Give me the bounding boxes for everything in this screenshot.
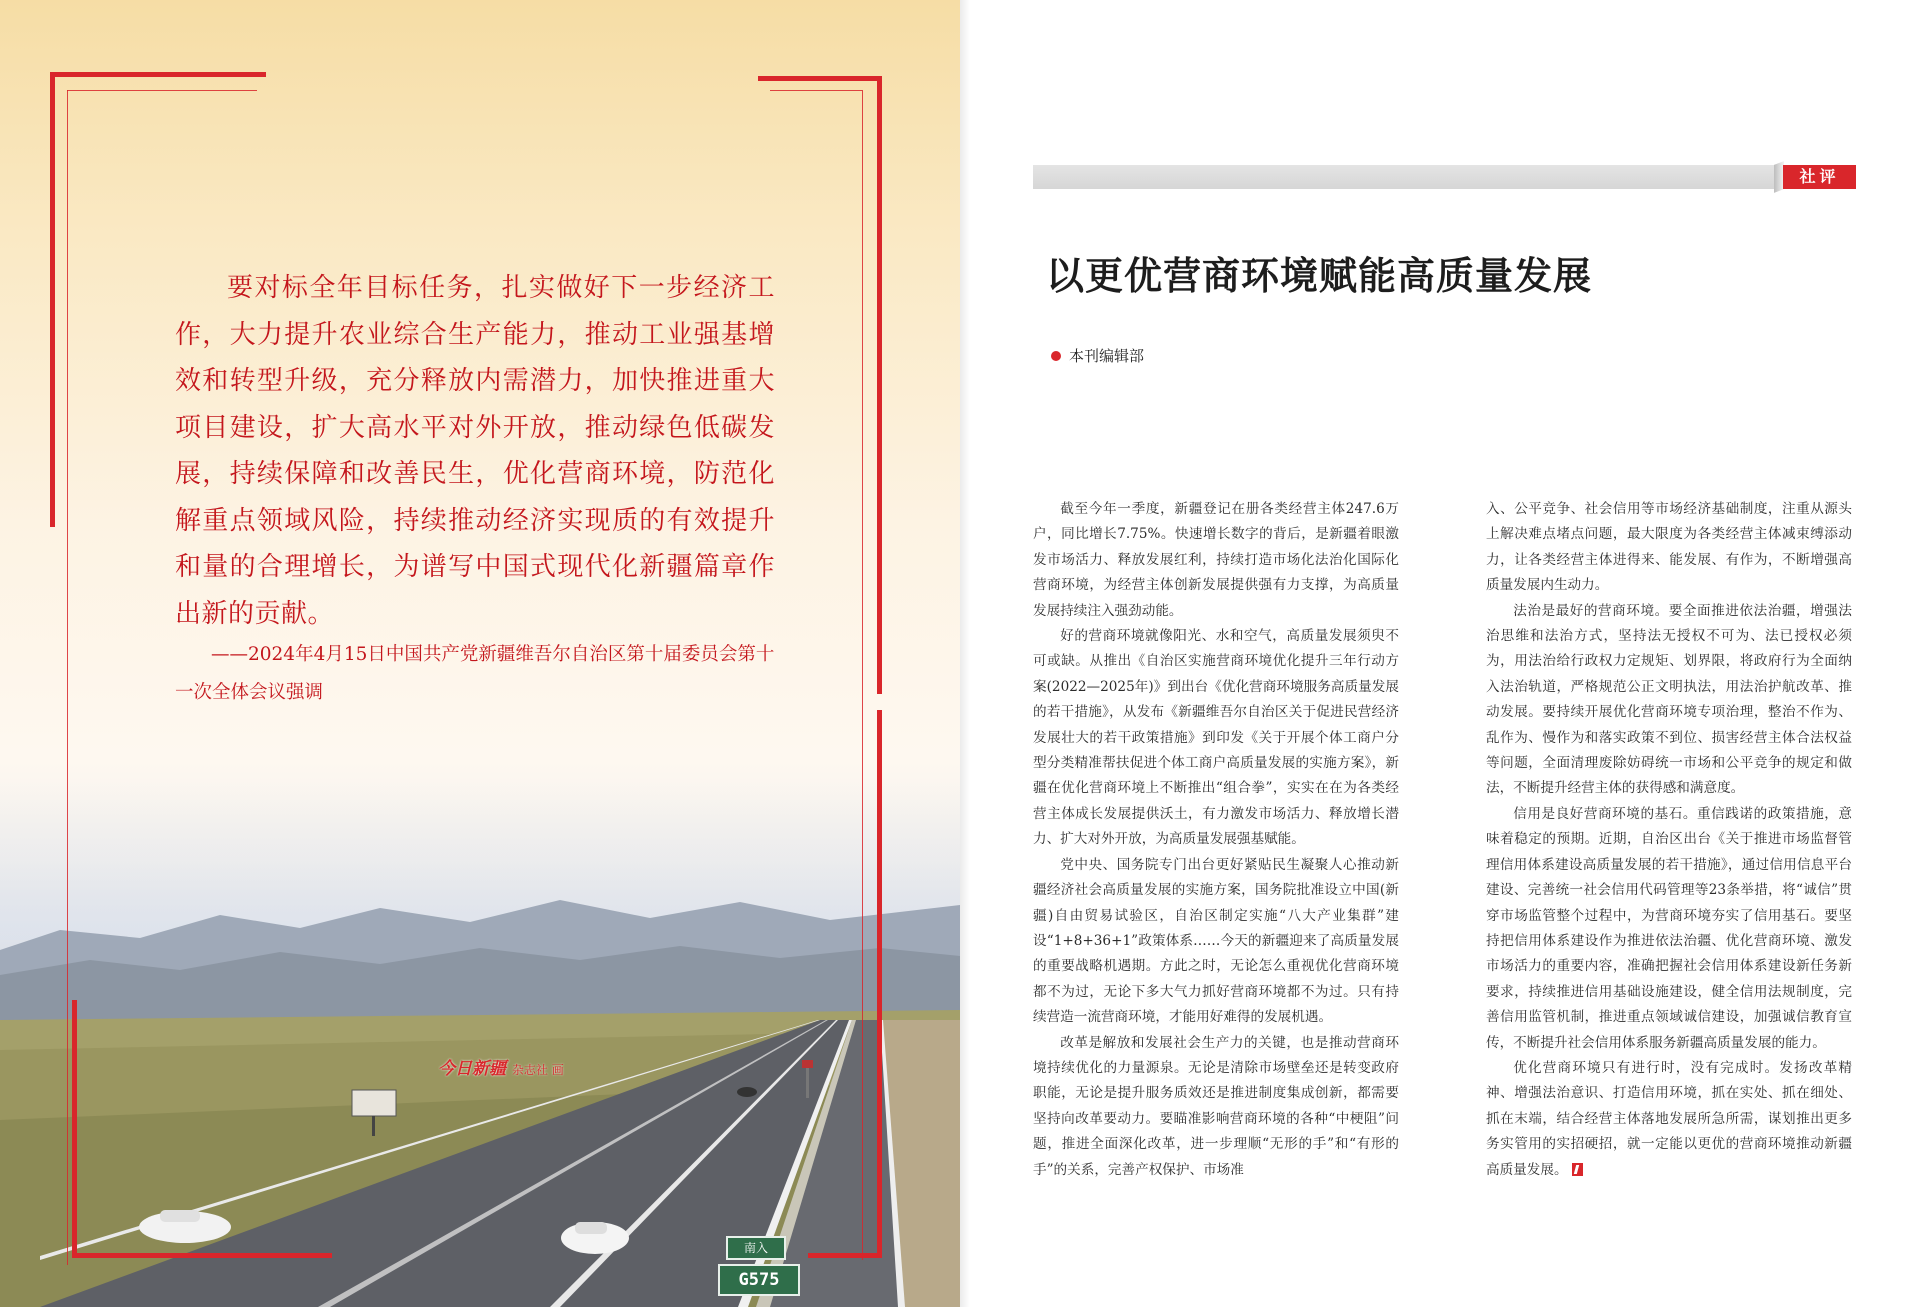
frame-bottom-left (72, 1253, 332, 1258)
quote-source: ——2024年4月15日中国共产党新疆维吾尔自治区第十届委员会第十一次全体会议强调 (175, 644, 775, 703)
paragraph: 党中央、国务院专门出台更好紧贴民生凝聚人心推动新疆经济社会高质量发展的实施方案，国务院批准设立中国(新疆)自由贸易试验区，自治区制定实施“八大产业集群”建设“1+8+36+1”政策体系……今天的新疆迎来了高质量发展的重要战略机遇期。方此之时，无论怎么重视优化营商环境都不为过，无论下多大气力抓好营商环境都不为过。只有持续营造一流营商环境，才能用好难得的发展机遇。 (1033, 856, 1399, 1026)
article-column-left (1033, 497, 1399, 1183)
paragraph: 截至今年一季度，新疆登记在册各类经营主体247.6万户，同比增长7.75%。快速增长数字的背后，是新疆着眼激发市场活力、释放发展红利，持续打造市场化法治化国际化营商环境，为经营主体创新发展提供强有力支撑，为高质量发展持续注入强劲动能。 (1033, 501, 1399, 619)
frame-inner-top (67, 90, 257, 91)
magazine-logo (438, 1054, 564, 1079)
paragraph: 入、公平竞争、社会信用等市场经济基础制度，注重从源头上解决难点堵点问题，最大限度为各类经营主体减束缚添动力，让各类经营主体进得来、能发展、有作为，不断增强高质量发展内生动力。 (1486, 501, 1852, 594)
article-end-mark-icon (1572, 1163, 1583, 1176)
paragraph-last-text: 优化营商环境只有进行时，没有完成时。发扬改革精神、增强法治意识、打造信用环境，抓在实处、抓在细处、抓在末端，结合经营主体落地发展所急所需，谋划推出更多务实管用的实招硬招，就一定能以更优的营商环境推动新疆高质量发展。 (1486, 1059, 1852, 1178)
frame-bottom-right (808, 1253, 882, 1258)
article-column-right (1486, 497, 1852, 1183)
road-sign-direction: 南入 (726, 1236, 786, 1260)
leadership-quote: 要对标全年目标任务，扎实做好下一步经济工作，大力提升农业综合生产能力，推动工业强基增效和转型升级，充分释放内需潜力，加快推进重大项目建设，扩大高水平对外开放，推动绿色低碳发展，持续保障和改善民生，优化营商环境，防范化解重点领域风险，持续推动经济实现质的有效提升和量的合理增长，为谱写中国式现代化新疆篇章作出新的贡献。 (175, 273, 775, 629)
frame-top-right (758, 76, 882, 81)
section-bar (1033, 165, 1778, 189)
article-title: 以更优营商环境赋能高质量发展 (1046, 254, 1593, 298)
frame-left-lower (72, 1000, 77, 1258)
road-sign-route: G575 (718, 1264, 800, 1296)
byline-dot-icon (1051, 351, 1061, 361)
frame-inner-left (67, 90, 68, 1265)
frame-left (50, 72, 55, 527)
page-gutter (960, 0, 970, 1307)
paragraph: 好的营商环境就像阳光、水和空气，高质量发展须臾不可或缺。从推出《自治区实施营商环境优化提升三年行动方案(2022—2025年)》到出台《优化营商环境服务高质量发展的若干措施》，从发布《新疆维吾尔自治区关于促进民营经济发展壮大的若干政策措施》到印发《关于开展个体工商户分型分类精准帮扶促进个体工商户高质量发展的实施方案》，新疆在优化营商环境上不断推出“组合拳”，实实在在为各类经营主体成长发展提供沃土，有力激发市场活力、释放增长潜力、扩大对外开放，为高质量发展强基赋能。 (1033, 628, 1399, 848)
frame-inner-top-right (770, 90, 862, 91)
magazine-logo-main: 今日新疆 (438, 1059, 506, 1079)
section-tag: 社评 (1783, 165, 1856, 189)
magazine-logo-sub: 杂志社 画 (511, 1063, 564, 1077)
paragraph: 法治是最好的营商环境。要全面推进依法治疆，增强法治思维和法治方式，坚持法无授权不可为、法已授权必须为，用法治给行政权力定规矩、划界限，将政府行为全面纳入法治轨道，严格规范公正文明执法，用法治护航改革、推动发展。要持续开展优化营商环境专项治理，整治不作为、乱作为、慢作为和落实政策不到位、损害经营主体合法权益等问题，全面清理废除妨碍统一市场和公平竞争的规定和做法，不断提升经营主体的获得感和满意度。 (1486, 602, 1852, 797)
highway-landscape-photo (0, 860, 960, 1307)
frame-inner-right (862, 90, 863, 1260)
frame-right (877, 76, 882, 694)
paragraph-last (1486, 1056, 1852, 1183)
frame-right-lower (877, 710, 882, 1258)
paragraph: 信用是良好营商环境的基石。重信践诺的政策措施，意味着稳定的预期。近期，自治区出台《关于推进市场监督管理信用体系建设高质量发展的若干措施》，通过信用信息平台建设、完善统一社会信用代码管理等23条举措，将“诚信”贯穿市场监管整个过程中，为营商环境夯实了信用基石。要坚持把信用体系建设作为推进依法治疆、优化营商环境、激发市场活力的重要内容，准确把握社会信用体系建设新任务新要求，持续推进信用基础设施建设，健全信用法规制度，完善信用监管机制，推进重点领域诚信建设，加强诚信教育宣传，不断提升社会信用体系服务新疆高质量发展的能力。 (1486, 805, 1852, 1051)
byline: 本刊编辑部 (1069, 347, 1145, 365)
paragraph: 改革是解放和发展社会生产力的关键，也是推动营商环境持续优化的力量源泉。无论是清除市场壁垒还是转变政府职能，无论是提升服务质效还是推进制度集成创新，都需要坚持向改革要动力。要瞄准影响营商环境的各种“中梗阻”问题，推进全面深化改革，进一步理顺“无形的手”和“有形的手”的关系，完善产权保护、市场准 (1033, 1034, 1399, 1178)
frame-top-left (50, 72, 266, 77)
